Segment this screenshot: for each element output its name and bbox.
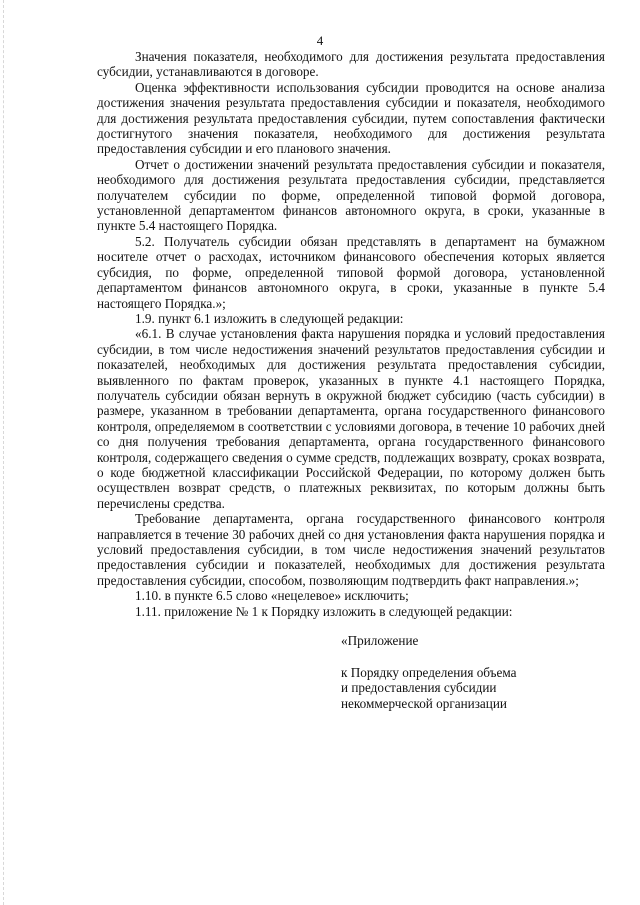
paragraph-efficiency-assessment: Оценка эффективности использования субсидии проводится на основе анализа достижения значения результата предоставления субсидии и показателя, необходимого для достижения результата предоставления субсидии, путем сопоставления фактически достигнутого значения показателя, необходимого для достижения результата предоставления субсидии и его планового значения. xyxy=(97,79,605,157)
annex-subtitle xyxy=(341,665,581,711)
annex-line: и предоставления субсидии xyxy=(341,680,497,696)
paragraph-1-11: 1.11. приложение № 1 к Порядку изложить в следующей редакции: xyxy=(135,603,513,619)
annex-line: некоммерческой организации xyxy=(341,695,507,711)
paragraph-achievement-report: Отчет о достижении значений результата предоставления субсидии и показателя, необходимого для достижения результата предоставления субсидии, представляется получателем субсидии по форме, определенной типовой формой договора, установленной департаментом финансов автономного округа, в сроки, указанные в пункте 5.4 настоящего Порядка. xyxy=(97,156,605,234)
paragraph-indicator-values: Значения показателя, необходимого для достижения результата предоставления субсидии, устанавливаются в договоре. xyxy=(97,49,605,80)
document-body xyxy=(97,49,605,619)
paragraph-demand-sending: Требование департамента, органа государственного финансового контроля направляется в течение 30 рабочих дней со дня установления факта нарушения порядка и условий предоставления субсидии, в том числе недостижения значений результатов предоставления субсидии и показателей, необходимых для достижения результата предоставления субсидии, способом, позволяющим подтвердить факт направления.»; xyxy=(97,511,605,588)
paragraph-5-2: 5.2. Получатель субсидии обязан представлять в департамент на бумажном носителе отчет о расходах, источником финансового обеспечения которых является субсидия, по форме, определенной типовой формой договора, установленной департаментом финансов автономного округа, в сроки, указанные в пункте 5.4 настоящего Порядка.»; xyxy=(97,233,605,311)
annex-line: к Порядку определения объема xyxy=(341,665,517,680)
paragraph-1-9: 1.9. пункт 6.1 изложить в следующей редакции: xyxy=(135,310,404,326)
scan-edge-line xyxy=(3,0,4,905)
paragraph-6-1: «6.1. В случае установления факта нарушения порядка и условий предоставления субсидии, в том числе недостижения значений результатов предоставления субсидии и показателей, необходимых для достижения результата предоставления субсидии, выявленного по фактам проверок, указанных в пункте 4.1 настоящего Порядка, получатель субсидии обязан вернуть в окружной бюджет субсидию (часть субсидии) в размере, указанном в требовании департамента, органа государственного финансового контроля, определяемом в соответствии с условиями договора, в течение 10 рабочих дней со дня получения требования департамента, органа государственного финансового контроля, содержащего сведения о сумме средств, подлежащих возврату, сроках возврата, о коде бюджетной классификации Российской Федерации, по которому должен быть осуществлен возврат средств, о платежных реквизитах, по которым должны быть перечислены средства. xyxy=(97,326,605,511)
paragraph-1-10: 1.10. в пункте 6.5 слово «нецелевое» исключить; xyxy=(135,588,409,604)
page-number: 4 xyxy=(316,33,324,48)
annex-title: «Приложение xyxy=(341,633,419,648)
